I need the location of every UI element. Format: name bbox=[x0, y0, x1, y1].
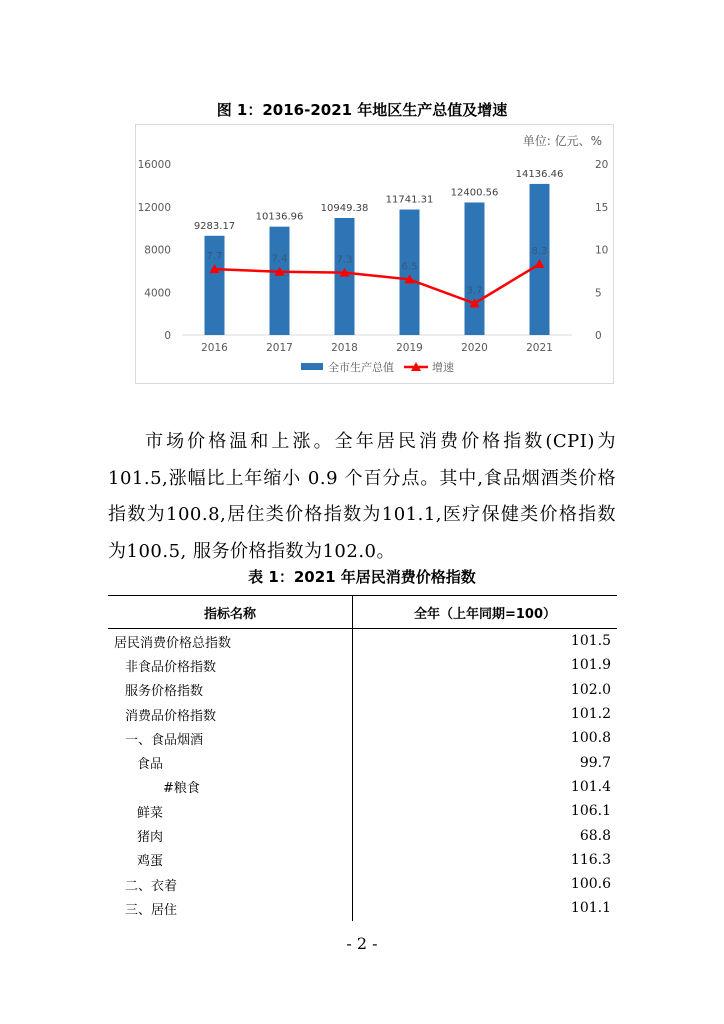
table-title: 表 1：2021 年居民消费价格指数 bbox=[248, 568, 476, 586]
y-left-tick-label: 16000 bbox=[137, 159, 171, 171]
y-left-tick-label: 4000 bbox=[144, 287, 171, 300]
bar bbox=[465, 202, 485, 335]
growth-value-label: 3.7 bbox=[466, 285, 483, 297]
row-value: 116.3 bbox=[570, 851, 611, 868]
row-value: 106.1 bbox=[570, 803, 611, 820]
x-tick-label: 2021 bbox=[526, 342, 553, 354]
row-name: #粮食 bbox=[108, 775, 353, 799]
row-value: 100.6 bbox=[570, 876, 611, 893]
table-row bbox=[108, 750, 617, 774]
bar-value-label: 10949.38 bbox=[320, 202, 369, 214]
row-name: 食品 bbox=[108, 750, 353, 774]
x-tick-label: 2017 bbox=[266, 342, 293, 354]
x-tick-label: 2018 bbox=[331, 342, 358, 354]
table-row bbox=[108, 872, 617, 896]
bar-value-label: 12400.56 bbox=[450, 187, 499, 199]
table-row bbox=[108, 629, 617, 654]
bar-value-label: 11741.31 bbox=[385, 194, 434, 206]
cpi-table bbox=[108, 595, 617, 921]
y-right-tick-label: 0 bbox=[595, 330, 602, 342]
row-value: 101.2 bbox=[570, 706, 611, 723]
y-right-tick-label: 15 bbox=[595, 201, 609, 214]
row-value: 100.8 bbox=[570, 730, 611, 747]
row-value: 101.5 bbox=[570, 633, 611, 650]
y-right-tick-label: 10 bbox=[595, 244, 609, 257]
row-name: 鲜菜 bbox=[108, 799, 353, 823]
legend-bar-label: 全市生产总值 bbox=[328, 361, 394, 374]
row-value: 101.1 bbox=[570, 900, 611, 917]
row-name: 二、衣着 bbox=[108, 872, 353, 896]
unit-label: 单位: 亿元、% bbox=[522, 134, 602, 148]
table-row bbox=[108, 823, 617, 847]
bar-value-label: 14136.46 bbox=[515, 168, 564, 180]
y-right-tick-label: 20 bbox=[595, 159, 609, 171]
gdp-chart bbox=[135, 124, 614, 384]
row-name: 三、居住 bbox=[108, 896, 353, 920]
table-row bbox=[108, 653, 617, 677]
table-row bbox=[108, 702, 617, 726]
row-name: 消费品价格指数 bbox=[108, 702, 353, 726]
bar bbox=[270, 227, 290, 335]
header-indicator-name: 指标名称 bbox=[108, 596, 353, 629]
row-name: 非食品价格指数 bbox=[108, 653, 353, 677]
x-tick-label: 2020 bbox=[461, 342, 488, 354]
growth-value-label: 7.7 bbox=[206, 251, 223, 263]
table-row bbox=[108, 726, 617, 750]
paragraph-text: 市场价格温和上涨。全年居民消费价格指数(CPI)为101.5,涨幅比上年缩小 0.9 个百分点。其中,食品烟酒类价格指数为100.8,居住类价格指数为101.1,医疗保健类价格指数为100.5, 服务价格指数为102.0。 bbox=[108, 431, 616, 562]
table-row bbox=[108, 775, 617, 799]
x-tick-label: 2019 bbox=[396, 342, 423, 354]
row-name: 服务价格指数 bbox=[108, 678, 353, 702]
row-name: 鸡蛋 bbox=[108, 848, 353, 872]
growth-value-label: 8.3 bbox=[531, 246, 548, 258]
table-row bbox=[108, 896, 617, 920]
cpi-paragraph bbox=[108, 424, 616, 570]
y-left-tick-label: 12000 bbox=[137, 201, 171, 214]
row-value: 68.8 bbox=[579, 827, 611, 844]
row-value: 99.7 bbox=[579, 754, 611, 771]
growth-value-label: 7.4 bbox=[271, 253, 288, 265]
growth-value-label: 6.5 bbox=[401, 261, 418, 273]
table-row bbox=[108, 799, 617, 823]
growth-line bbox=[215, 264, 540, 303]
row-value: 101.9 bbox=[570, 657, 611, 674]
growth-value-label: 7.3 bbox=[336, 254, 353, 266]
row-name: 一、食品烟酒 bbox=[108, 726, 353, 750]
row-value: 101.4 bbox=[570, 778, 611, 795]
header-annual-value: 全年（上年同期=100） bbox=[353, 596, 618, 629]
legend-bar-swatch bbox=[301, 363, 323, 370]
page-number: - 2 - bbox=[346, 934, 378, 953]
table-row bbox=[108, 678, 617, 702]
figure-title: 图 1：2016-2021 年地区生产总值及增速 bbox=[216, 101, 508, 119]
y-left-tick-label: 0 bbox=[164, 330, 171, 342]
bar-value-label: 10136.96 bbox=[255, 211, 304, 223]
row-value: 102.0 bbox=[570, 681, 611, 698]
legend-line-label: 增速 bbox=[432, 361, 454, 374]
y-left-tick-label: 8000 bbox=[144, 244, 171, 257]
table-row bbox=[108, 848, 617, 872]
table-header-row bbox=[108, 596, 617, 629]
row-name: 居民消费价格总指数 bbox=[108, 629, 353, 654]
y-right-tick-label: 5 bbox=[595, 287, 602, 300]
bar-value-label: 9283.17 bbox=[193, 220, 236, 232]
row-name: 猪肉 bbox=[108, 823, 353, 847]
x-tick-label: 2016 bbox=[201, 342, 228, 354]
